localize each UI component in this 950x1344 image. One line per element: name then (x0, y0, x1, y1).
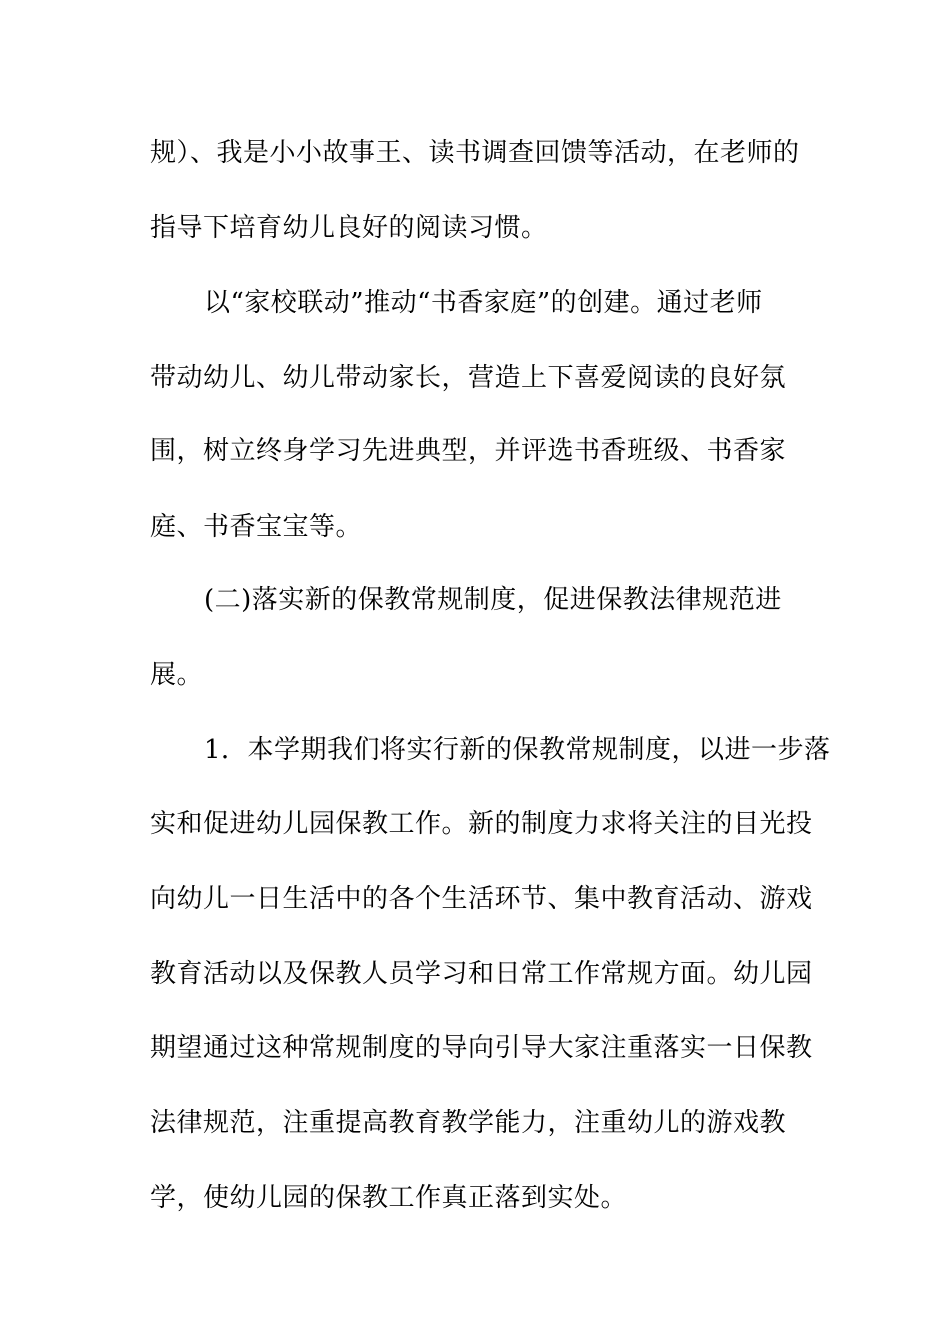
section-heading-line: 展。 (150, 660, 204, 690)
text-line: 学，使幼儿园的保教工作真正落到实处。 (150, 1183, 628, 1213)
paragraph-start-line: 1．本学期我们将实行新的保教常规制度，以进一步落 (204, 735, 831, 765)
text-line: 围，树立终身学习先进典型，并评选书香班级、书香家 (150, 436, 787, 466)
text-line: 教育活动以及保教人员学习和日常工作常规方面。幼儿园 (150, 959, 813, 989)
text-line: 向幼儿一日生活中的各个生活环节、集中教育活动、游戏 (150, 884, 813, 914)
text-line: 规）、我是小小故事王、读书调查回馈等活动，在老师的 (150, 138, 800, 168)
section-heading-line: (二)落实新的保教常规制度，促进保教法律规范进 (204, 585, 782, 615)
paragraph-start-line: 以“家校联动”推动“书香家庭”的创建。通过老师 (204, 288, 763, 318)
text-line: 指导下培育幼儿良好的阅读习惯。 (150, 213, 548, 243)
text-line: 带动幼儿、幼儿带动家长，营造上下喜爱阅读的良好氛 (150, 363, 787, 393)
text-line: 期望通过这种常规制度的导向引导大家注重落实一日保教 (150, 1033, 813, 1063)
text-line: 庭、书香宝宝等。 (150, 512, 363, 542)
text-line: 实和促进幼儿园保教工作。新的制度力求将关注的目光投 (150, 809, 813, 839)
text-line: 法律规范，注重提高教育教学能力，注重幼儿的游戏教 (150, 1108, 787, 1138)
